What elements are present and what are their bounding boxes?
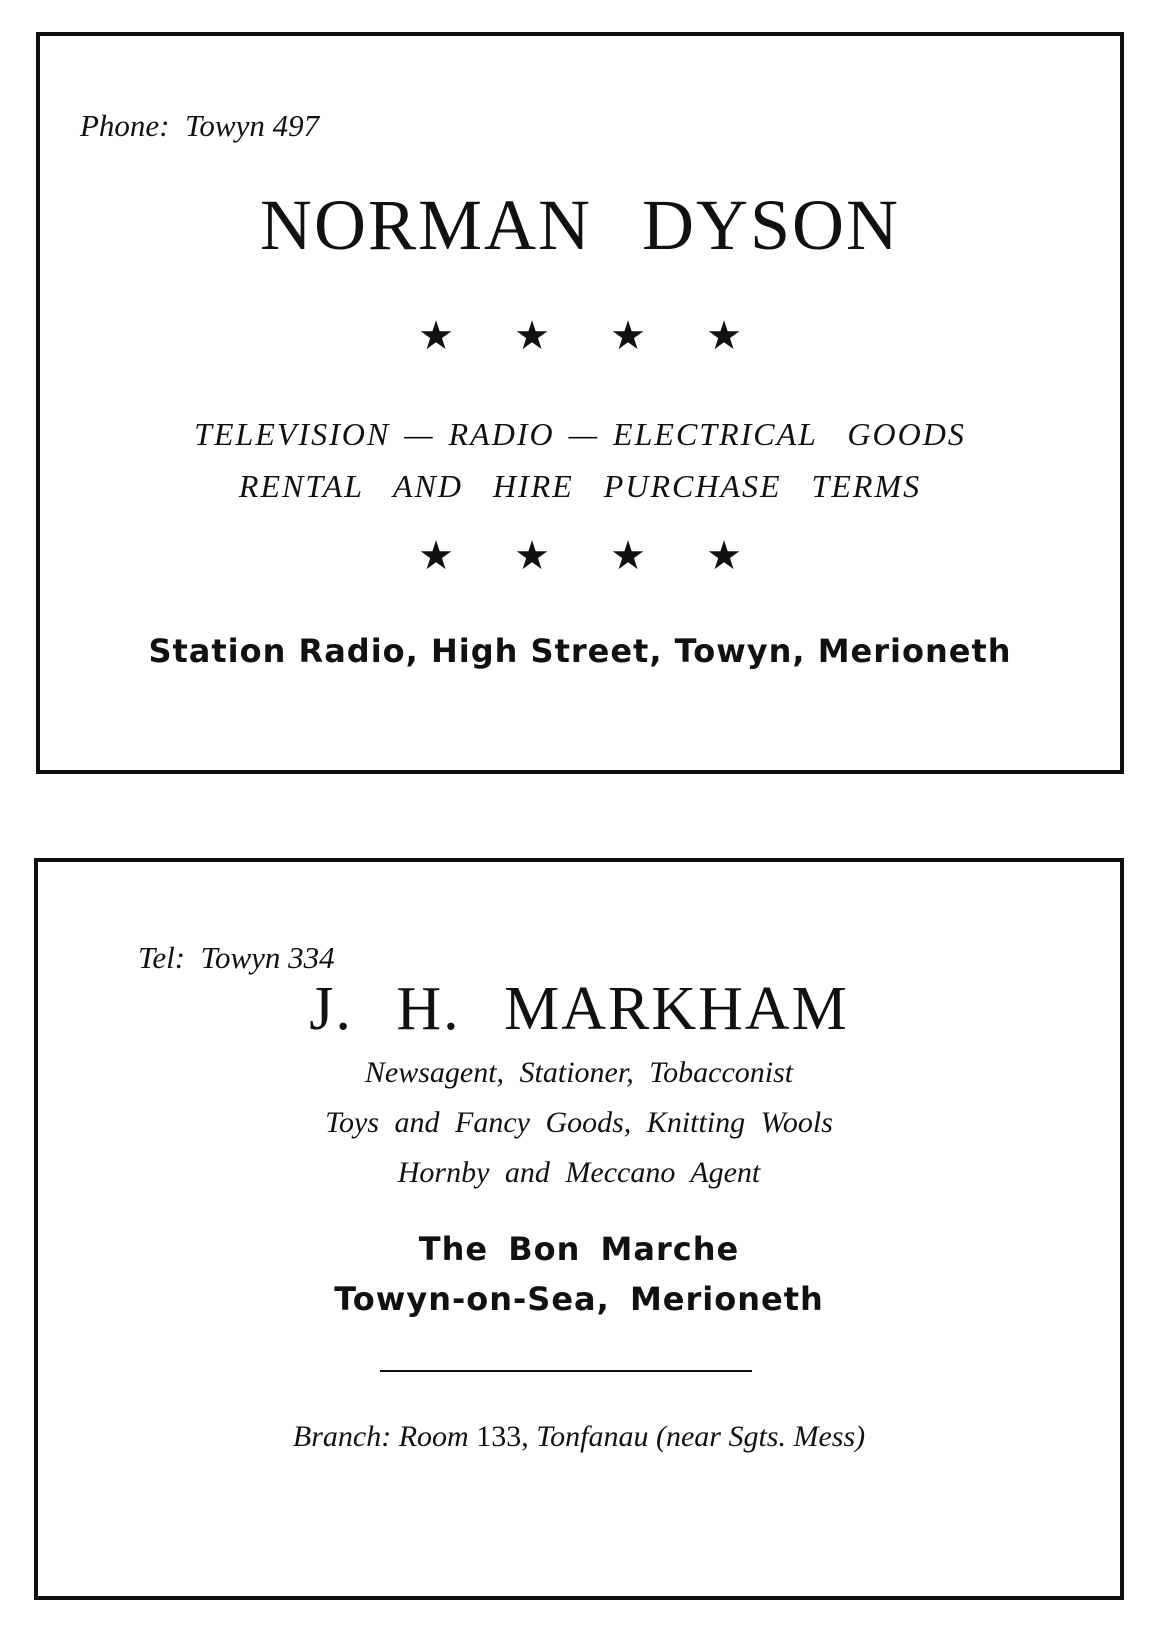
trade-line: Newsagent, Stationer, Tobacconist	[364, 1056, 794, 1089]
trade-line: Hornby and Meccano Agent	[397, 1156, 761, 1189]
star-icon: ★	[418, 313, 454, 358]
services-line-2: RENTAL AND HIRE PURCHASE TERMS	[238, 468, 922, 504]
star-icon: ★	[706, 313, 742, 358]
star-icon: ★	[418, 533, 454, 578]
star-icon: ★	[610, 313, 646, 358]
business-address: Station Radio, High Street, Towyn, Merioneth	[148, 632, 1012, 670]
star-icon: ★	[514, 313, 550, 358]
service-electrical-goods: ELECTRICAL GOODS	[613, 416, 966, 452]
trade-line: Toys and Fancy Goods, Knitting Wools	[325, 1106, 833, 1139]
trades-list	[38, 1048, 1120, 1198]
tel-label: Tel:	[138, 940, 186, 975]
shop-location: Towyn-on-Sea, Merioneth	[334, 1280, 824, 1318]
business-name: J. H. MARKHAM	[309, 975, 849, 1043]
dash-separator: —	[404, 416, 435, 452]
branch-room: Room	[398, 1420, 469, 1453]
shop-address	[38, 1224, 1120, 1324]
service-radio: RADIO	[448, 416, 555, 452]
phone-label: Phone:	[80, 108, 170, 143]
star-row-bottom	[40, 532, 1120, 579]
branch-label: Branch:	[292, 1420, 392, 1453]
norman-dyson-advert	[36, 32, 1124, 774]
dash-separator: —	[568, 416, 600, 452]
business-name: NORMAN DYSON	[259, 185, 901, 265]
shop-name: The Bon Marche	[418, 1230, 740, 1268]
star-icon: ★	[514, 533, 550, 578]
telephone-line	[138, 940, 335, 976]
service-television: TELEVISION	[194, 416, 391, 452]
star-icon: ★	[610, 533, 646, 578]
divider-rule	[380, 1370, 752, 1372]
services-block	[40, 408, 1120, 512]
jh-markham-advert	[34, 858, 1124, 1600]
branch-number: 133,	[476, 1420, 529, 1453]
services-line-1	[40, 408, 1120, 460]
branch-line	[38, 1420, 1120, 1454]
branch-place: Tonfanau (near Sgts. Mess)	[536, 1420, 866, 1453]
tel-value: Towyn 334	[200, 940, 335, 975]
star-icon: ★	[706, 533, 742, 578]
phone-value: Towyn 497	[185, 108, 320, 143]
phone-line	[80, 108, 319, 144]
star-row-top	[40, 312, 1120, 359]
